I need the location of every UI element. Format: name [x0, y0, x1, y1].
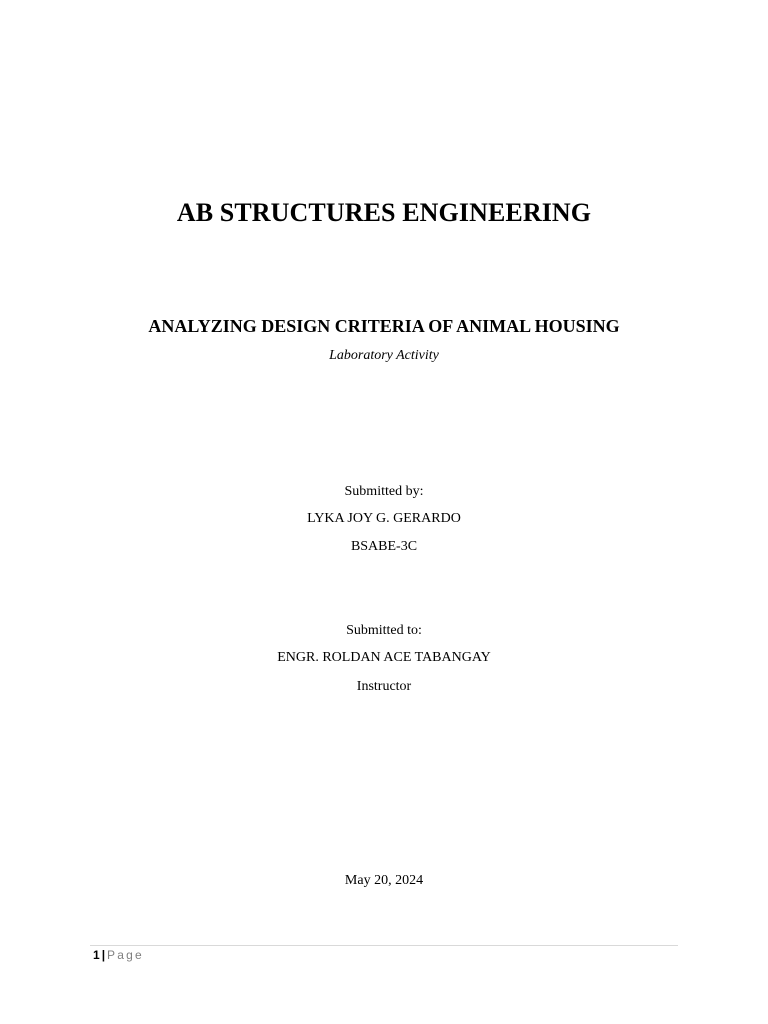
- submitter-name: LYKA JOY G. GERARDO: [307, 511, 461, 526]
- activity-type: Laboratory Activity: [329, 348, 439, 363]
- activity-title: ANALYZING DESIGN CRITERIA OF ANIMAL HOUSING: [148, 316, 620, 336]
- page-word: Page: [107, 948, 144, 962]
- instructor-role: Instructor: [356, 679, 412, 694]
- footer-separator: |: [101, 948, 106, 962]
- page-footer: [93, 948, 144, 962]
- page-number: 1: [93, 948, 100, 962]
- course-title: AB STRUCTURES ENGINEERING: [176, 198, 592, 227]
- submitted-to-label: Submitted to:: [346, 623, 422, 638]
- instructor-name: ENGR. ROLDAN ACE TABANGAY: [277, 650, 491, 665]
- footer-divider: [90, 945, 678, 946]
- submitted-by-label: Submitted by:: [344, 484, 424, 499]
- submitter-section: BSABE-3C: [350, 539, 418, 554]
- submission-date: May 20, 2024: [344, 873, 424, 888]
